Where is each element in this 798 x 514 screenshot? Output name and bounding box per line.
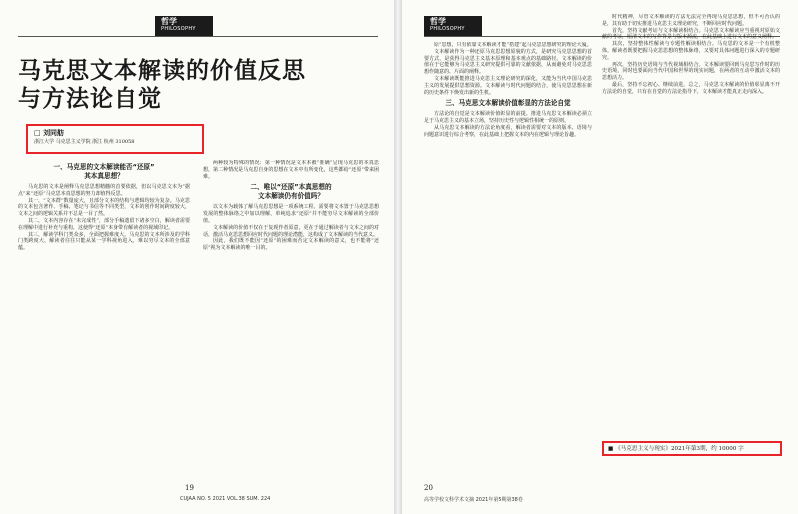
section-2-heading-b: 文本解读仍有价值吗？	[258, 192, 324, 201]
paragraph: 从马克思文本解读的方法论角度看，解读者需要对文本的版本、语境与问题意识进行综合考察，在此基础上把握文本的内在逻辑与理论旨趣。	[424, 124, 592, 138]
paragraph: 马克思的文本是阐释马克思思想精髓的首要依据，但以马克思文本为“据点”来“还原”马克思本真思想的努力却值得反思。	[18, 184, 190, 197]
author-box	[26, 124, 204, 154]
left-column-1	[18, 160, 190, 480]
page-number: 20	[424, 484, 433, 492]
section-3-heading: 三、马克思文本解读价值彰显的方法论自觉	[445, 99, 571, 108]
paragraph: 首先，坚持文献考证与文本解读相结合。马克思文本解读应当重视对原始文献的考证，厘清文本的写作背景与版本源流，在此基础上进行文本的意义阐释。	[602, 27, 780, 41]
author-name-text: 刘同舫	[43, 128, 65, 137]
section-1-heading-a: 一、马克思的文本解读能否“还原”	[53, 163, 155, 171]
paragraph: 再次，坚持历史语境与当代视域相结合。文本解读要回到马克思写作时的历史语境，同时也要面向当代中国和世界的现实问题，在两者的互动中激活文本的思想活力。	[602, 61, 780, 82]
left-page	[0, 0, 394, 514]
article-title-line2: 与方法论自觉	[18, 86, 162, 112]
author-name: □ 刘同舫	[34, 128, 65, 137]
section-tab-en: PHILOSOPHY	[161, 26, 196, 32]
article-title-line1: 马克思文本解读的价值反思	[18, 58, 306, 84]
page-footer: 高等学校文科学术文摘 2021年第5期第38卷	[424, 497, 523, 503]
section-tab-cn: 哲学	[161, 17, 177, 26]
right-column-1	[424, 42, 592, 482]
paragraph: 以文本为载体了解马克思思想是一项系统工程，需要将文本置于马克思思想发展的整体脉络之中加以理解，单纯追求“还原”并不能穷尽文本解读的全部价值。	[203, 204, 379, 224]
paragraph: 时代精神，尽管文本解读的方法无法完全再现马克思思想，但不可否认的是，其有助于切实推进马克思主义理论研究，不断回应时代问题。	[602, 14, 780, 27]
paragraph: 文本解读既能推进马克思主义理论研究的深化，又能为当代中国马克思主义的发展提供思想资源。文本解读与时代问题的结合，使马克思思想在新的历史条件下焕发出新的生机。	[424, 75, 592, 96]
paragraph: 因此，我们既不能因“还原”的困难而否定文本解读的意义，也不能将“还原”视为文本解读的唯一目的。	[203, 238, 379, 252]
paragraph: 文本解读作为一种还原马克思思想原貌的方式，是研究马克思思想的首要方式，是获得马克思主义基本原理和基本观点的基础路径。文本解读的价值在于它能够为马克思主义研究提供可靠的文献依据，从而避免对马克思思想作随意的、片面的阐释。	[424, 48, 592, 76]
paragraph: 最后，坚持不忘初心、继续前进。总之，马克思文本解读的价值彰显离不开方法论的自觉，只有在自觉的方法论指导下，文本解读才能真正走向深入。	[602, 81, 780, 95]
paragraph: 其一，“文本群”数量庞大，且部分文本的结构与逻辑均较为复杂。马克思的文本包含著作、手稿、笔记与书信等不同类型，文本的创作时间跨度较大，文本之间的逻辑关系并不总是一目了然。	[18, 197, 190, 218]
section-1-heading	[18, 163, 190, 181]
section-tab	[155, 16, 213, 36]
header-rule	[18, 36, 378, 37]
right-column-2	[602, 14, 780, 446]
section-1-heading-b: 其本真思想？	[84, 172, 124, 180]
paragraph: 其二，文本内容存在“未完成性”，部分手稿遗留下诸多空白，解读者需要在理解中进行补充与重构，这使得“还原”本身带有解读者的视域印记。	[18, 217, 190, 231]
section-2-heading-a: 二、唯以“还原”本真思想的	[250, 183, 332, 192]
book-gutter	[394, 0, 402, 514]
paragraph: 原”思想，只有依靠文本解读才能“搭建”起马克思思想研究的理论大厦。	[434, 42, 592, 48]
author-affiliation: 浙江大学 马克思主义学院 浙江 杭州 310058	[34, 139, 135, 145]
paragraph: 两种较为特殊的情况：第一种情况是文本本被“准确”呈现马克思的本真思想，第二种情况是马克思自身的思想在文本中有所变化，这些都给“还原”带来困难。	[203, 160, 379, 180]
citation-box: ■ 《马克思主义与现实》2021年第3期，约 10000 字	[602, 441, 782, 456]
section-tab-cn: 哲学	[430, 17, 446, 26]
section-tab-en: PHILOSOPHY	[430, 26, 465, 32]
section-tab	[424, 16, 482, 36]
paragraph: 其三，解读学科门类众多，全面把握难度大。马克思的文本所涉及的学科门类跨度大，解读者往往只能从某一学科视角进入，难以穷尽文本的全部意蕴。	[18, 231, 190, 252]
paragraph: 其次，坚持整体性解读与专题性解读相结合。马克思的文本是一个有机整体，解读者既要把握马克思思想的整体脉络，又要对具体问题进行深入的专题研究。	[602, 41, 780, 61]
page-footer: CUJAA NO. 5 2021 VOL.38 SUM. 224	[180, 496, 271, 502]
page-number: 19	[185, 484, 194, 492]
right-page	[402, 0, 798, 514]
left-column-2	[203, 160, 379, 480]
section-2-heading	[203, 183, 379, 201]
paragraph: 文本解读的价值不仅在于复现作者原意，更在于通过解读者与文本之间的对话，激活马克思思想回应时代问题的理论潜能，这构成了文本解读的当代意义。	[203, 224, 379, 238]
paragraph: 方法论的自觉是文本解读价值彰显的前提。推进马克思文本解读必须立足于马克思主义的基本立场，坚持历史性与逻辑性相统一的原则。	[424, 111, 592, 125]
